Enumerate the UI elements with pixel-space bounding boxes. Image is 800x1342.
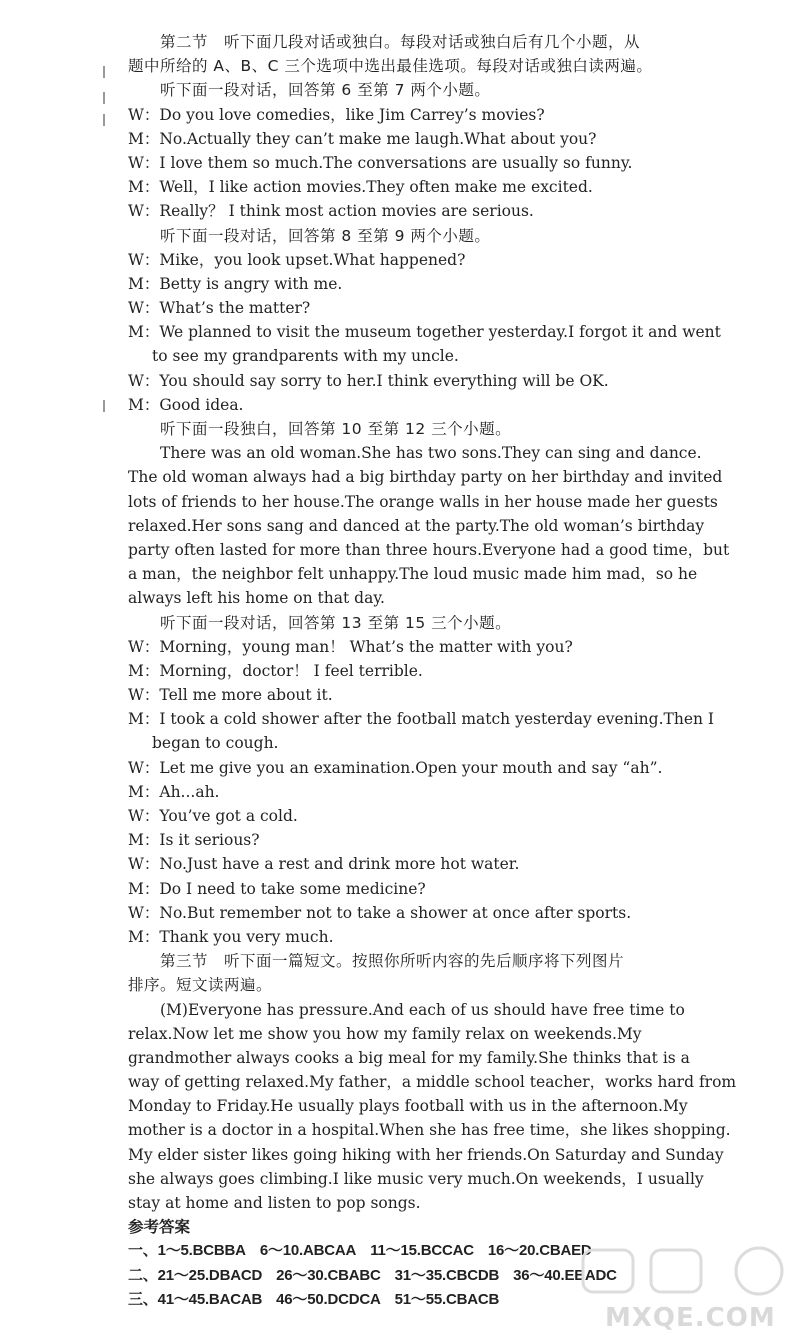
text-line: Monday to Friday.He usually plays football with us in the afternoon.My: [128, 1097, 688, 1116]
answer-group: 51～55.CBACB: [394, 1290, 500, 1308]
text-line: grandmother always cooks a big meal for my family.She thinks that is a: [128, 1048, 690, 1067]
text-line: W：Really？ I think most action movies are serious.: [128, 202, 534, 221]
text-line: 听下面一段对话，回答第 8 至第 9 两个小题。: [160, 226, 491, 245]
text-line: M：Betty is angry with me.: [128, 274, 343, 293]
text-line: M：No.Actually they can’t make me laugh.What about you?: [128, 129, 597, 148]
text-line: stay at home and listen to pop songs.: [128, 1194, 421, 1212]
text-line: M：We planned to visit the museum together yesterday.I forgot it and went: [128, 323, 721, 342]
answer-key-title: 参考答案: [128, 1218, 191, 1237]
text-line: 听下面一段独白，回答第 10 至第 12 三个小题。: [160, 420, 512, 438]
text-line: way of getting relaxed.My father，a middle school teacher，works hard from: [128, 1073, 737, 1092]
answer-group: 三、41～45.BACAB: [128, 1290, 263, 1308]
text-line: relaxed.Her sons sang and danced at the party.The old woman’s birthday: [128, 516, 705, 535]
margin-mark: [103, 92, 105, 104]
answer-group: 31～35.CBCDB: [394, 1266, 500, 1284]
text-line: always left his home on that day.: [128, 589, 385, 608]
text-line: My elder sister likes going hiking with her friends.On Saturday and Sunday: [128, 1145, 724, 1164]
text-line: W：You’ve got a cold.: [128, 807, 298, 825]
text-line: to see my grandparents with my uncle.: [152, 347, 459, 366]
answer-group: 36～40.EBADC: [513, 1266, 617, 1284]
text-line: W：What’s the matter?: [128, 299, 311, 318]
text-line: 第二节 听下面几段对话或独白。每段对话或独白后有几个小题，从: [160, 33, 641, 51]
text-line: M：Thank you very much.: [128, 927, 334, 946]
text-body: [128, 30, 783, 1215]
text-line: W：Mike，you look upset.What happened?: [128, 250, 466, 269]
text-line: relax.Now let me show you how my family relax on weekends.My: [128, 1024, 642, 1043]
text-line: W：Tell me more about it.: [128, 686, 333, 705]
text-line: W：No.Just have a rest and drink more hot water.: [128, 855, 520, 874]
margin-mark: [103, 400, 105, 412]
margin-mark: [103, 66, 105, 78]
text-line: M：Do I need to take some medicine?: [128, 879, 426, 898]
text-line: (M)Everyone has pressure.And each of us should have free time to: [160, 1000, 685, 1019]
text-line: M：Morning，doctor！ I feel terrible.: [128, 661, 423, 680]
text-line: W：Do you love comedies，like Jim Carrey’s movies?: [128, 105, 545, 124]
text-line: began to cough.: [152, 734, 279, 753]
text-line: lots of friends to her house.The orange walls in her house made her guests: [128, 492, 718, 511]
text-line: M：Ah...ah.: [128, 782, 220, 801]
text-line: 第三节 听下面一篇短文。按照你所听内容的先后顺序将下列图片: [160, 952, 625, 971]
text-line: party often lasted for more than three hours.Everyone had a good time，but: [128, 540, 730, 559]
text-line: 排序。短文读两遍。: [128, 976, 273, 995]
text-line: she always goes climbing.I like music very much.On weekends，I usually: [128, 1169, 704, 1188]
text-line: M：Good idea.: [128, 395, 244, 414]
text-line: W：I love them so much.The conversations are usually so funny.: [128, 153, 633, 172]
watermark-logo: [577, 1246, 792, 1334]
answer-group: 16～20.CBAED: [487, 1242, 592, 1260]
answer-group: 11～15.BCCAC: [370, 1242, 474, 1260]
text-line: M：Is it serious?: [128, 831, 260, 850]
document-page: [128, 30, 783, 1312]
answer-group: 26～30.CBABC: [276, 1266, 381, 1284]
margin-mark: [103, 114, 105, 126]
text-line: W：Let me give you an examination.Open your mouth and say “ah”.: [128, 758, 663, 777]
text-line: a man，the neighbor felt unhappy.The loud music made him mad，so he: [128, 565, 698, 584]
text-line: 题中所给的 A、B、C 三个选项中选出最佳选项。每段对话或独白读两遍。: [128, 57, 653, 76]
text-line: The old woman always had a big birthday party on her birthday and invited: [128, 468, 723, 487]
watermark-text: MXQE.COM: [605, 1303, 776, 1333]
answer-group: 一、1～5.BCBBA: [128, 1242, 246, 1260]
text-line: There was an old woman.She has two sons.They can sing and dance.: [160, 444, 702, 463]
text-line: W：You should say sorry to her.I think everything will be OK.: [128, 371, 609, 390]
text-line: W：No.But remember not to take a shower at once after sports.: [128, 903, 632, 922]
text-line: M：Well，I like action movies.They often make me excited.: [128, 178, 593, 197]
text-line: 听下面一段对话，回答第 13 至第 15 三个小题。: [160, 613, 512, 632]
text-line: W：Morning，young man！ What’s the matter with you?: [128, 637, 573, 656]
text-line: mother is a doctor in a hospital.When she has free time，she likes shopping.: [128, 1121, 731, 1140]
text-line: 听下面一段对话，回答第 6 至第 7 两个小题。: [160, 81, 491, 100]
answer-group: 二、21～25.DBACD: [128, 1266, 263, 1284]
text-line: M：I took a cold shower after the football match yesterday evening.Then I: [128, 710, 715, 729]
answer-group: 46～50.DCDCA: [276, 1290, 381, 1308]
answer-group: 6～10.ABCAA: [259, 1242, 357, 1260]
